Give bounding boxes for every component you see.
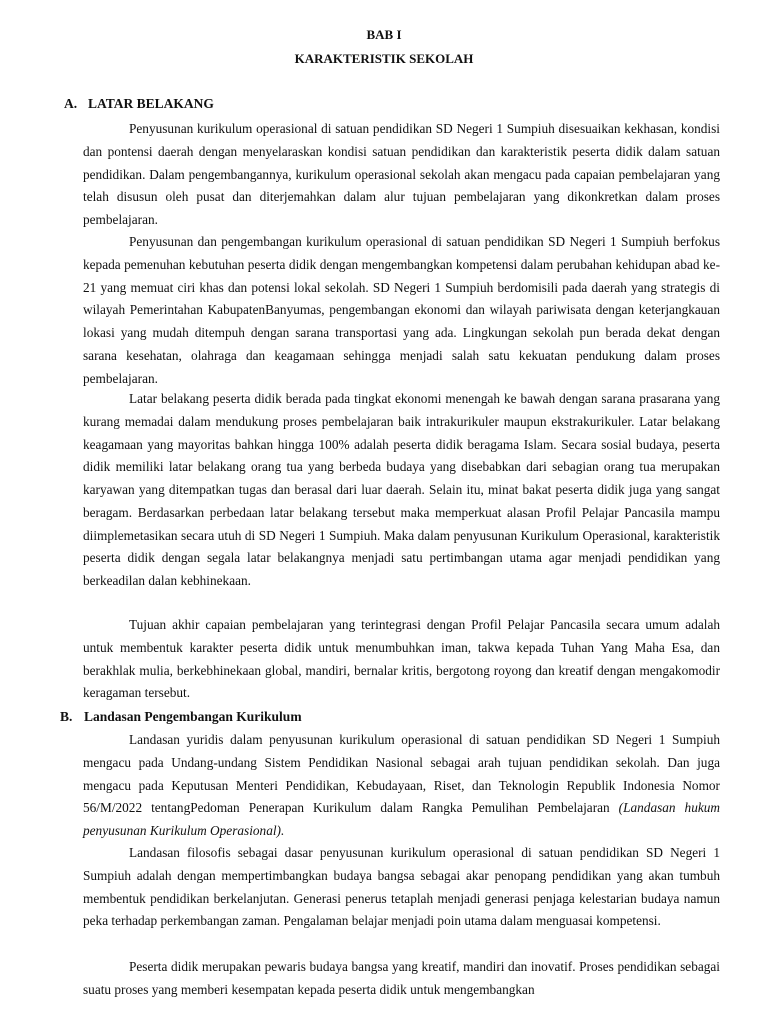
section-b-paragraph-3: Peserta didik merupakan pewaris budaya bangsa yang kreatif, mandiri dan inovatif. Proses pendidikan sebagai suatu proses yang memberi kesempatan kepada peserta didik untuk mengembangkan xyxy=(83,959,720,997)
chapter-title: KARAKTERISTIK SEKOLAH xyxy=(294,51,474,66)
section-a-title: LATAR BELAKANG xyxy=(88,96,214,111)
section-a-label: A. xyxy=(64,96,78,111)
section-b-heading xyxy=(60,709,302,725)
section-a-heading xyxy=(64,96,214,112)
section-b-paragraph-2: Landasan filosofis sebagai dasar penyusunan kurikulum operasional di satuan pendidikan SD Negeri 1 Sumpiuh adalah dengan mempertimbangkan budaya bangsa sebagai akar penopang pendidikan yang akan tumbuh membentuk pendidikan berkelanjutan. Generasi penerus tetaplah menjadi generasi penjaga kelestarian budaya namun peka terhadap perkembangan zaman. Pengalaman belajar menjadi poin utama dalam menguasai kompetensi. xyxy=(83,845,720,929)
section-a-paragraph-4: Tujuan akhir capaian pembelajaran yang terintegrasi dengan Profil Pelajar Pancasila secara umum adalah untuk membentuk karakter peserta didik untuk menumbuhkan iman, takwa kepada Tuhan Yang Maha Esa, dan berakhlak mulia, berkebhinekaan global, mandiri, bernalar kritis, bergotong royong dan kreatif dengan mengakomodir keragaman tersebut. xyxy=(83,617,720,701)
section-a-paragraph-3: Latar belakang peserta didik berada pada tingkat ekonomi menengah ke bawah dengan sarana prasarana yang kurang memadai dalam mendukung proses pembelajaran baik intrakurikuler maupun ekstrakurikuler. Latar belakang keagamaan yang mayoritas bahkan hingga 100% adalah peserta didik beragama Islam. Secara sosial budaya, peserta didik memiliki latar belakang orang tua yang berbeda budaya yang disebabkan dari sebagian orang tua merupakan karyawan yang ditempatkan tugas dan berasal dari luar daerah. Selain itu, minat bakat peserta didik juga yang sangat beragam. Berdasarkan perbedaan latar belakang tersebut maka memperkuat alasan Profil Pelajar Pancasila mampu diimplemetasikan secara utuh di SD Negeri 1 Sumpiuh. Maka dalam penyusunan Kurikulum Operasional, karakteristik peserta didik dengan segala latar belakangnya menjadi satu pertimbangan utama agar menjadi pendidikan yang berkeadilan dalan kebhinekaan. xyxy=(83,391,720,588)
section-b-paragraph-1 xyxy=(83,729,720,843)
section-a-paragraph-2: Penyusunan dan pengembangan kurikulum operasional di satuan pendidikan SD Negeri 1 Sumpiuh berfokus kepada pemenuhan kebutuhan peserta didik dengan mengembangkan kompetensi dalam perubahan kehidupan abad ke-21 yang memuat ciri khas dan potensi lokal sekolah. SD Negeri 1 Sumpiuh berdomisili pada daerah yang strategis di wilayah Pemerintahan KabupatenBanyumas, pengembangan ekonomi dan wilayah pariwisata dengan keterjangkauan lokasi yang mudah ditempuh dengan sarana transportasi yang ada. Lingkungan sekolah pun berada dekat dengan sarana kesehatan, olahraga dan keagamaan sehingga menjadi salah satu kekuatan pendukung dalam proses pembelajaran. xyxy=(83,234,720,386)
section-b-title: Landasan Pengembangan Kurikulum xyxy=(84,709,302,724)
section-a-paragraph-1: Penyusunan kurikulum operasional di satuan pendidikan SD Negeri 1 Sumpiuh disesuaikan kekhasan, kondisi dan pontensi daerah dengan menyelaraskan kondisi satuan pendidikan dan karakteristik peserta didik dalam satuan pendidikan. Dalam pengembangannya, kurikulum operasional sekolah akan mengacu pada capaian pembelajaran yang telah disusun oleh pusat dan diterjemahkan dalam alur tujuan pembelajaran yang dikonkretkan dalam proses pembelajaran. xyxy=(83,121,720,227)
chapter-label: BAB I xyxy=(366,27,402,42)
section-b-paragraph-1-text: Landasan yuridis dalam penyusunan kurikulum operasional di satuan pendidikan SD Negeri 1 Sumpiuh mengacu pada Undang-undang Sistem Pendidikan Nasional sebagai arah tujuan pendidikan sekolah. Dan juga mengacu pada Keputusan Menteri Pendidikan, Kebudayaan, Riset, dan Teknologin Republik Indonesia Nomor 56/M/2022 tentangPedoman Penerapan Kurikulum dalam Rangka Pemulihan Pembelajaran xyxy=(83,732,720,816)
section-b-label: B. xyxy=(60,709,73,724)
section-b-paragraph-1-italic: (Landasan hukum penyusunan Kurikulum Operasional). xyxy=(83,800,720,838)
